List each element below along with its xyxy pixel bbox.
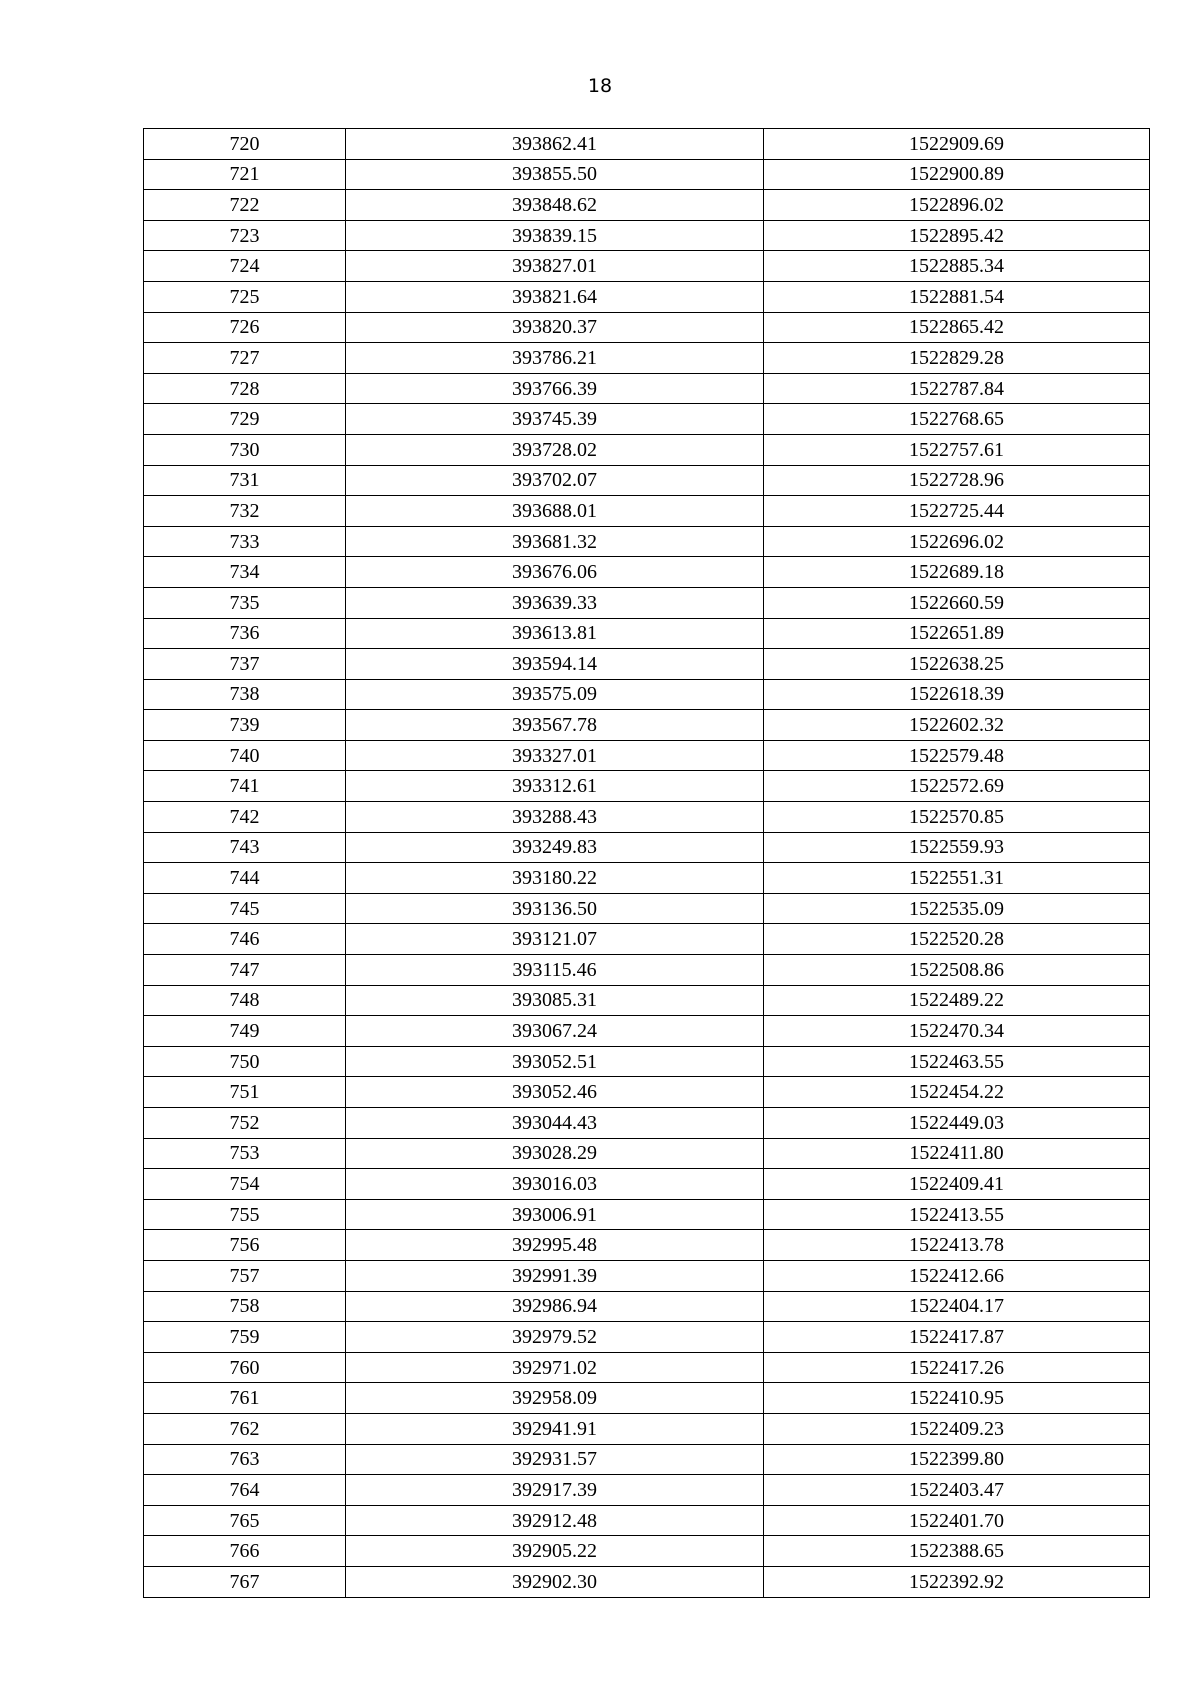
x-coordinate-cell: 392912.48 [346, 1505, 764, 1536]
x-coordinate-cell: 392941.91 [346, 1413, 764, 1444]
y-coordinate-cell: 1522449.03 [764, 1108, 1150, 1139]
y-coordinate-cell: 1522865.42 [764, 312, 1150, 343]
y-coordinate-cell: 1522728.96 [764, 465, 1150, 496]
y-coordinate-cell: 1522410.95 [764, 1383, 1150, 1414]
point-number-cell: 756 [144, 1230, 346, 1261]
x-coordinate-cell: 393028.29 [346, 1138, 764, 1169]
y-coordinate-cell: 1522660.59 [764, 587, 1150, 618]
x-coordinate-cell: 393067.24 [346, 1016, 764, 1047]
y-coordinate-cell: 1522602.32 [764, 710, 1150, 741]
table-row [144, 587, 1150, 618]
point-number-cell: 723 [144, 220, 346, 251]
y-coordinate-cell: 1522725.44 [764, 496, 1150, 527]
y-coordinate-cell: 1522881.54 [764, 281, 1150, 312]
point-number-cell: 766 [144, 1536, 346, 1567]
table-row [144, 771, 1150, 802]
point-number-cell: 726 [144, 312, 346, 343]
x-coordinate-cell: 393594.14 [346, 649, 764, 680]
table-row [144, 129, 1150, 160]
x-coordinate-cell: 393288.43 [346, 802, 764, 833]
y-coordinate-cell: 1522689.18 [764, 557, 1150, 588]
y-coordinate-cell: 1522404.17 [764, 1291, 1150, 1322]
table-row [144, 1505, 1150, 1536]
table-row [144, 281, 1150, 312]
table-row [144, 740, 1150, 771]
table-row [144, 1016, 1150, 1047]
point-number-cell: 741 [144, 771, 346, 802]
y-coordinate-cell: 1522572.69 [764, 771, 1150, 802]
y-coordinate-cell: 1522535.09 [764, 893, 1150, 924]
table-row [144, 1383, 1150, 1414]
table-row [144, 1260, 1150, 1291]
y-coordinate-cell: 1522896.02 [764, 190, 1150, 221]
point-number-cell: 724 [144, 251, 346, 282]
x-coordinate-cell: 393862.41 [346, 129, 764, 160]
x-coordinate-cell: 393567.78 [346, 710, 764, 741]
y-coordinate-cell: 1522508.86 [764, 955, 1150, 986]
y-coordinate-cell: 1522411.80 [764, 1138, 1150, 1169]
table-row [144, 1291, 1150, 1322]
point-number-cell: 759 [144, 1322, 346, 1353]
point-number-cell: 752 [144, 1108, 346, 1139]
table-row [144, 863, 1150, 894]
table-row [144, 1322, 1150, 1353]
table-row [144, 893, 1150, 924]
y-coordinate-cell: 1522413.78 [764, 1230, 1150, 1261]
point-number-cell: 765 [144, 1505, 346, 1536]
x-coordinate-cell: 392905.22 [346, 1536, 764, 1567]
x-coordinate-cell: 393821.64 [346, 281, 764, 312]
x-coordinate-cell: 392902.30 [346, 1566, 764, 1597]
x-coordinate-cell: 392931.57 [346, 1444, 764, 1475]
point-number-cell: 760 [144, 1352, 346, 1383]
table-row [144, 955, 1150, 986]
y-coordinate-cell: 1522885.34 [764, 251, 1150, 282]
point-number-cell: 754 [144, 1169, 346, 1200]
x-coordinate-cell: 393820.37 [346, 312, 764, 343]
table-row [144, 1352, 1150, 1383]
table-row [144, 985, 1150, 1016]
point-number-cell: 747 [144, 955, 346, 986]
x-coordinate-cell: 393575.09 [346, 679, 764, 710]
point-number-cell: 755 [144, 1199, 346, 1230]
x-coordinate-cell: 393136.50 [346, 893, 764, 924]
x-coordinate-cell: 392986.94 [346, 1291, 764, 1322]
x-coordinate-cell: 393848.62 [346, 190, 764, 221]
point-number-cell: 734 [144, 557, 346, 588]
y-coordinate-cell: 1522570.85 [764, 802, 1150, 833]
y-coordinate-cell: 1522489.22 [764, 985, 1150, 1016]
x-coordinate-cell: 393312.61 [346, 771, 764, 802]
table-row [144, 1230, 1150, 1261]
table-row [144, 649, 1150, 680]
point-number-cell: 750 [144, 1046, 346, 1077]
point-number-cell: 761 [144, 1383, 346, 1414]
point-number-cell: 742 [144, 802, 346, 833]
y-coordinate-cell: 1522551.31 [764, 863, 1150, 894]
x-coordinate-cell: 393085.31 [346, 985, 764, 1016]
y-coordinate-cell: 1522463.55 [764, 1046, 1150, 1077]
table-row [144, 679, 1150, 710]
x-coordinate-cell: 393044.43 [346, 1108, 764, 1139]
point-number-cell: 749 [144, 1016, 346, 1047]
y-coordinate-cell: 1522768.65 [764, 404, 1150, 435]
point-number-cell: 736 [144, 618, 346, 649]
table-row [144, 496, 1150, 527]
point-number-cell: 725 [144, 281, 346, 312]
x-coordinate-cell: 393676.06 [346, 557, 764, 588]
x-coordinate-cell: 393327.01 [346, 740, 764, 771]
table-row [144, 1169, 1150, 1200]
x-coordinate-cell: 392991.39 [346, 1260, 764, 1291]
y-coordinate-cell: 1522638.25 [764, 649, 1150, 680]
table-row [144, 802, 1150, 833]
point-number-cell: 739 [144, 710, 346, 741]
point-number-cell: 727 [144, 343, 346, 374]
x-coordinate-cell: 393839.15 [346, 220, 764, 251]
x-coordinate-cell: 393827.01 [346, 251, 764, 282]
y-coordinate-cell: 1522470.34 [764, 1016, 1150, 1047]
x-coordinate-cell: 392995.48 [346, 1230, 764, 1261]
x-coordinate-cell: 393688.01 [346, 496, 764, 527]
point-number-cell: 746 [144, 924, 346, 955]
y-coordinate-cell: 1522696.02 [764, 526, 1150, 557]
point-number-cell: 762 [144, 1413, 346, 1444]
point-number-cell: 729 [144, 404, 346, 435]
y-coordinate-cell: 1522388.65 [764, 1536, 1150, 1567]
x-coordinate-cell: 393786.21 [346, 343, 764, 374]
table-row [144, 190, 1150, 221]
y-coordinate-cell: 1522392.92 [764, 1566, 1150, 1597]
point-number-cell: 721 [144, 159, 346, 190]
point-number-cell: 731 [144, 465, 346, 496]
x-coordinate-cell: 393745.39 [346, 404, 764, 435]
y-coordinate-cell: 1522559.93 [764, 832, 1150, 863]
x-coordinate-cell: 393006.91 [346, 1199, 764, 1230]
table-row [144, 710, 1150, 741]
x-coordinate-cell: 393115.46 [346, 955, 764, 986]
table-row [144, 373, 1150, 404]
coordinates-table [143, 128, 1150, 1598]
y-coordinate-cell: 1522417.26 [764, 1352, 1150, 1383]
y-coordinate-cell: 1522413.55 [764, 1199, 1150, 1230]
point-number-cell: 728 [144, 373, 346, 404]
table-row [144, 1536, 1150, 1567]
x-coordinate-cell: 393052.46 [346, 1077, 764, 1108]
table-row [144, 557, 1150, 588]
table-row [144, 434, 1150, 465]
x-coordinate-cell: 393016.03 [346, 1169, 764, 1200]
point-number-cell: 751 [144, 1077, 346, 1108]
table-row [144, 1138, 1150, 1169]
x-coordinate-cell: 393639.33 [346, 587, 764, 618]
table-row [144, 159, 1150, 190]
y-coordinate-cell: 1522787.84 [764, 373, 1150, 404]
point-number-cell: 758 [144, 1291, 346, 1322]
point-number-cell: 732 [144, 496, 346, 527]
x-coordinate-cell: 393766.39 [346, 373, 764, 404]
table-row [144, 526, 1150, 557]
table-row [144, 465, 1150, 496]
y-coordinate-cell: 1522454.22 [764, 1077, 1150, 1108]
y-coordinate-cell: 1522651.89 [764, 618, 1150, 649]
table-row [144, 924, 1150, 955]
y-coordinate-cell: 1522520.28 [764, 924, 1150, 955]
table-row [144, 1444, 1150, 1475]
table-row [144, 1566, 1150, 1597]
point-number-cell: 740 [144, 740, 346, 771]
point-number-cell: 743 [144, 832, 346, 863]
x-coordinate-cell: 393249.83 [346, 832, 764, 863]
table-row [144, 618, 1150, 649]
point-number-cell: 767 [144, 1566, 346, 1597]
x-coordinate-cell: 393180.22 [346, 863, 764, 894]
x-coordinate-cell: 393702.07 [346, 465, 764, 496]
point-number-cell: 745 [144, 893, 346, 924]
table-row [144, 220, 1150, 251]
point-number-cell: 737 [144, 649, 346, 680]
x-coordinate-cell: 393121.07 [346, 924, 764, 955]
y-coordinate-cell: 1522401.70 [764, 1505, 1150, 1536]
x-coordinate-cell: 393855.50 [346, 159, 764, 190]
x-coordinate-cell: 393728.02 [346, 434, 764, 465]
x-coordinate-cell: 393681.32 [346, 526, 764, 557]
table-row [144, 1475, 1150, 1506]
x-coordinate-cell: 393052.51 [346, 1046, 764, 1077]
y-coordinate-cell: 1522829.28 [764, 343, 1150, 374]
y-coordinate-cell: 1522412.66 [764, 1260, 1150, 1291]
table-row [144, 404, 1150, 435]
point-number-cell: 733 [144, 526, 346, 557]
y-coordinate-cell: 1522399.80 [764, 1444, 1150, 1475]
coordinates-table-body [144, 129, 1150, 1598]
point-number-cell: 757 [144, 1260, 346, 1291]
point-number-cell: 720 [144, 129, 346, 160]
point-number-cell: 730 [144, 434, 346, 465]
point-number-cell: 748 [144, 985, 346, 1016]
x-coordinate-cell: 393613.81 [346, 618, 764, 649]
table-row [144, 1077, 1150, 1108]
x-coordinate-cell: 392958.09 [346, 1383, 764, 1414]
point-number-cell: 744 [144, 863, 346, 894]
page-number: 18 [587, 75, 613, 97]
y-coordinate-cell: 1522909.69 [764, 129, 1150, 160]
table-row [144, 343, 1150, 374]
x-coordinate-cell: 392971.02 [346, 1352, 764, 1383]
y-coordinate-cell: 1522895.42 [764, 220, 1150, 251]
y-coordinate-cell: 1522618.39 [764, 679, 1150, 710]
x-coordinate-cell: 392979.52 [346, 1322, 764, 1353]
y-coordinate-cell: 1522579.48 [764, 740, 1150, 771]
point-number-cell: 753 [144, 1138, 346, 1169]
y-coordinate-cell: 1522900.89 [764, 159, 1150, 190]
point-number-cell: 722 [144, 190, 346, 221]
y-coordinate-cell: 1522409.41 [764, 1169, 1150, 1200]
x-coordinate-cell: 392917.39 [346, 1475, 764, 1506]
point-number-cell: 735 [144, 587, 346, 618]
table-row [144, 1046, 1150, 1077]
y-coordinate-cell: 1522403.47 [764, 1475, 1150, 1506]
table-row [144, 312, 1150, 343]
y-coordinate-cell: 1522757.61 [764, 434, 1150, 465]
y-coordinate-cell: 1522409.23 [764, 1413, 1150, 1444]
table-row [144, 1413, 1150, 1444]
point-number-cell: 738 [144, 679, 346, 710]
table-row [144, 251, 1150, 282]
table-row [144, 832, 1150, 863]
y-coordinate-cell: 1522417.87 [764, 1322, 1150, 1353]
table-row [144, 1199, 1150, 1230]
point-number-cell: 764 [144, 1475, 346, 1506]
point-number-cell: 763 [144, 1444, 346, 1475]
table-row [144, 1108, 1150, 1139]
